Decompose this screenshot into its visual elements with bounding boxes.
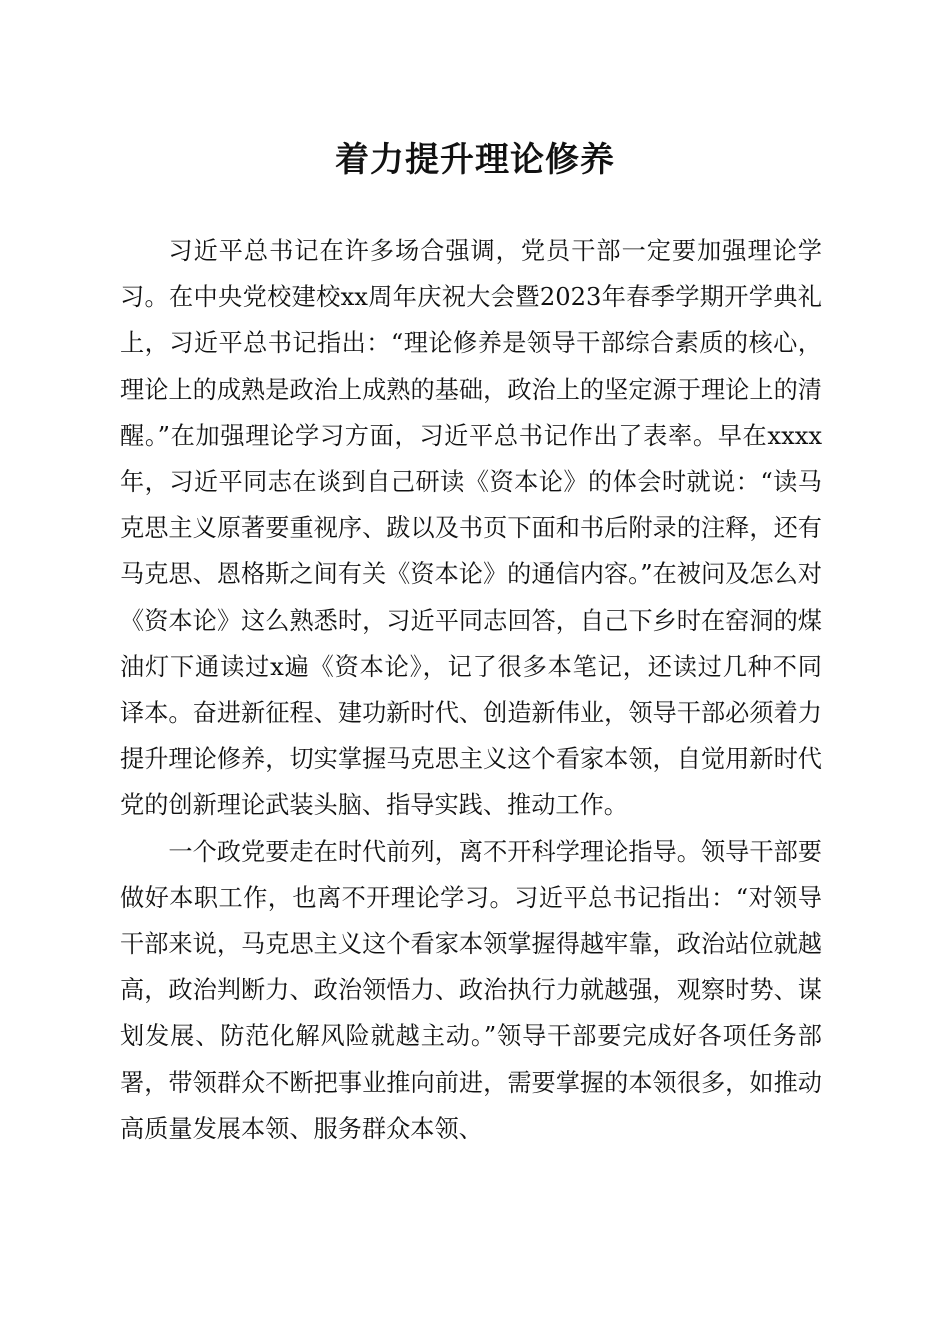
document-body bbox=[120, 228, 822, 1152]
document-title: 着力提升理论修养 bbox=[335, 140, 615, 180]
paragraph-1: 习近平总书记在许多场合强调，党员干部一定要加强理论学习。在中央党校建校xx周年庆祝大会暨2023年春季学期开学典礼上，习近平总书记指出：“理论修养是领导干部综合素质的核心，理论上的成熟是政治上成熟的基础，政治上的坚定源于理论上的清醒。”在加强理论学习方面，习近平总书记作出了表率。早在xxxx年，习近平同志在谈到自己研读《资本论》的体会时就说：“读马克思主义原著要重视序、跋以及书页下面和书后附录的注释，还有马克思、恩格斯之间有关《资本论》的通信内容。”在被问及怎么对《资本论》这么熟悉时，习近平同志回答，自己下乡时在窑洞的煤油灯下通读过x遍《资本论》，记了很多本笔记，还读过几种不同译本。奋进新征程、建功新时代、创造新伟业，领导干部必须着力提升理论修养，切实掌握马克思主义这个看家本领，自觉用新时代党的创新理论武装头脑、指导实践、推动工作。 bbox=[120, 237, 822, 820]
paragraph-2: 一个政党要走在时代前列，离不开科学理论指导。领导干部要做好本职工作，也离不开理论学习。习近平总书记指出：“对领导干部来说，马克思主义这个看家本领掌握得越牢靠，政治站位就越高，政治判断力、政治领悟力、政治执行力就越强，观察时势、谋划发展、防范化解风险就越主动。”领导干部要完成好各项任务部署，带领群众不断把事业推向前进，需要掌握的本领很多，如推动高质量发展本领、服务群众本领、 bbox=[120, 837, 822, 1143]
